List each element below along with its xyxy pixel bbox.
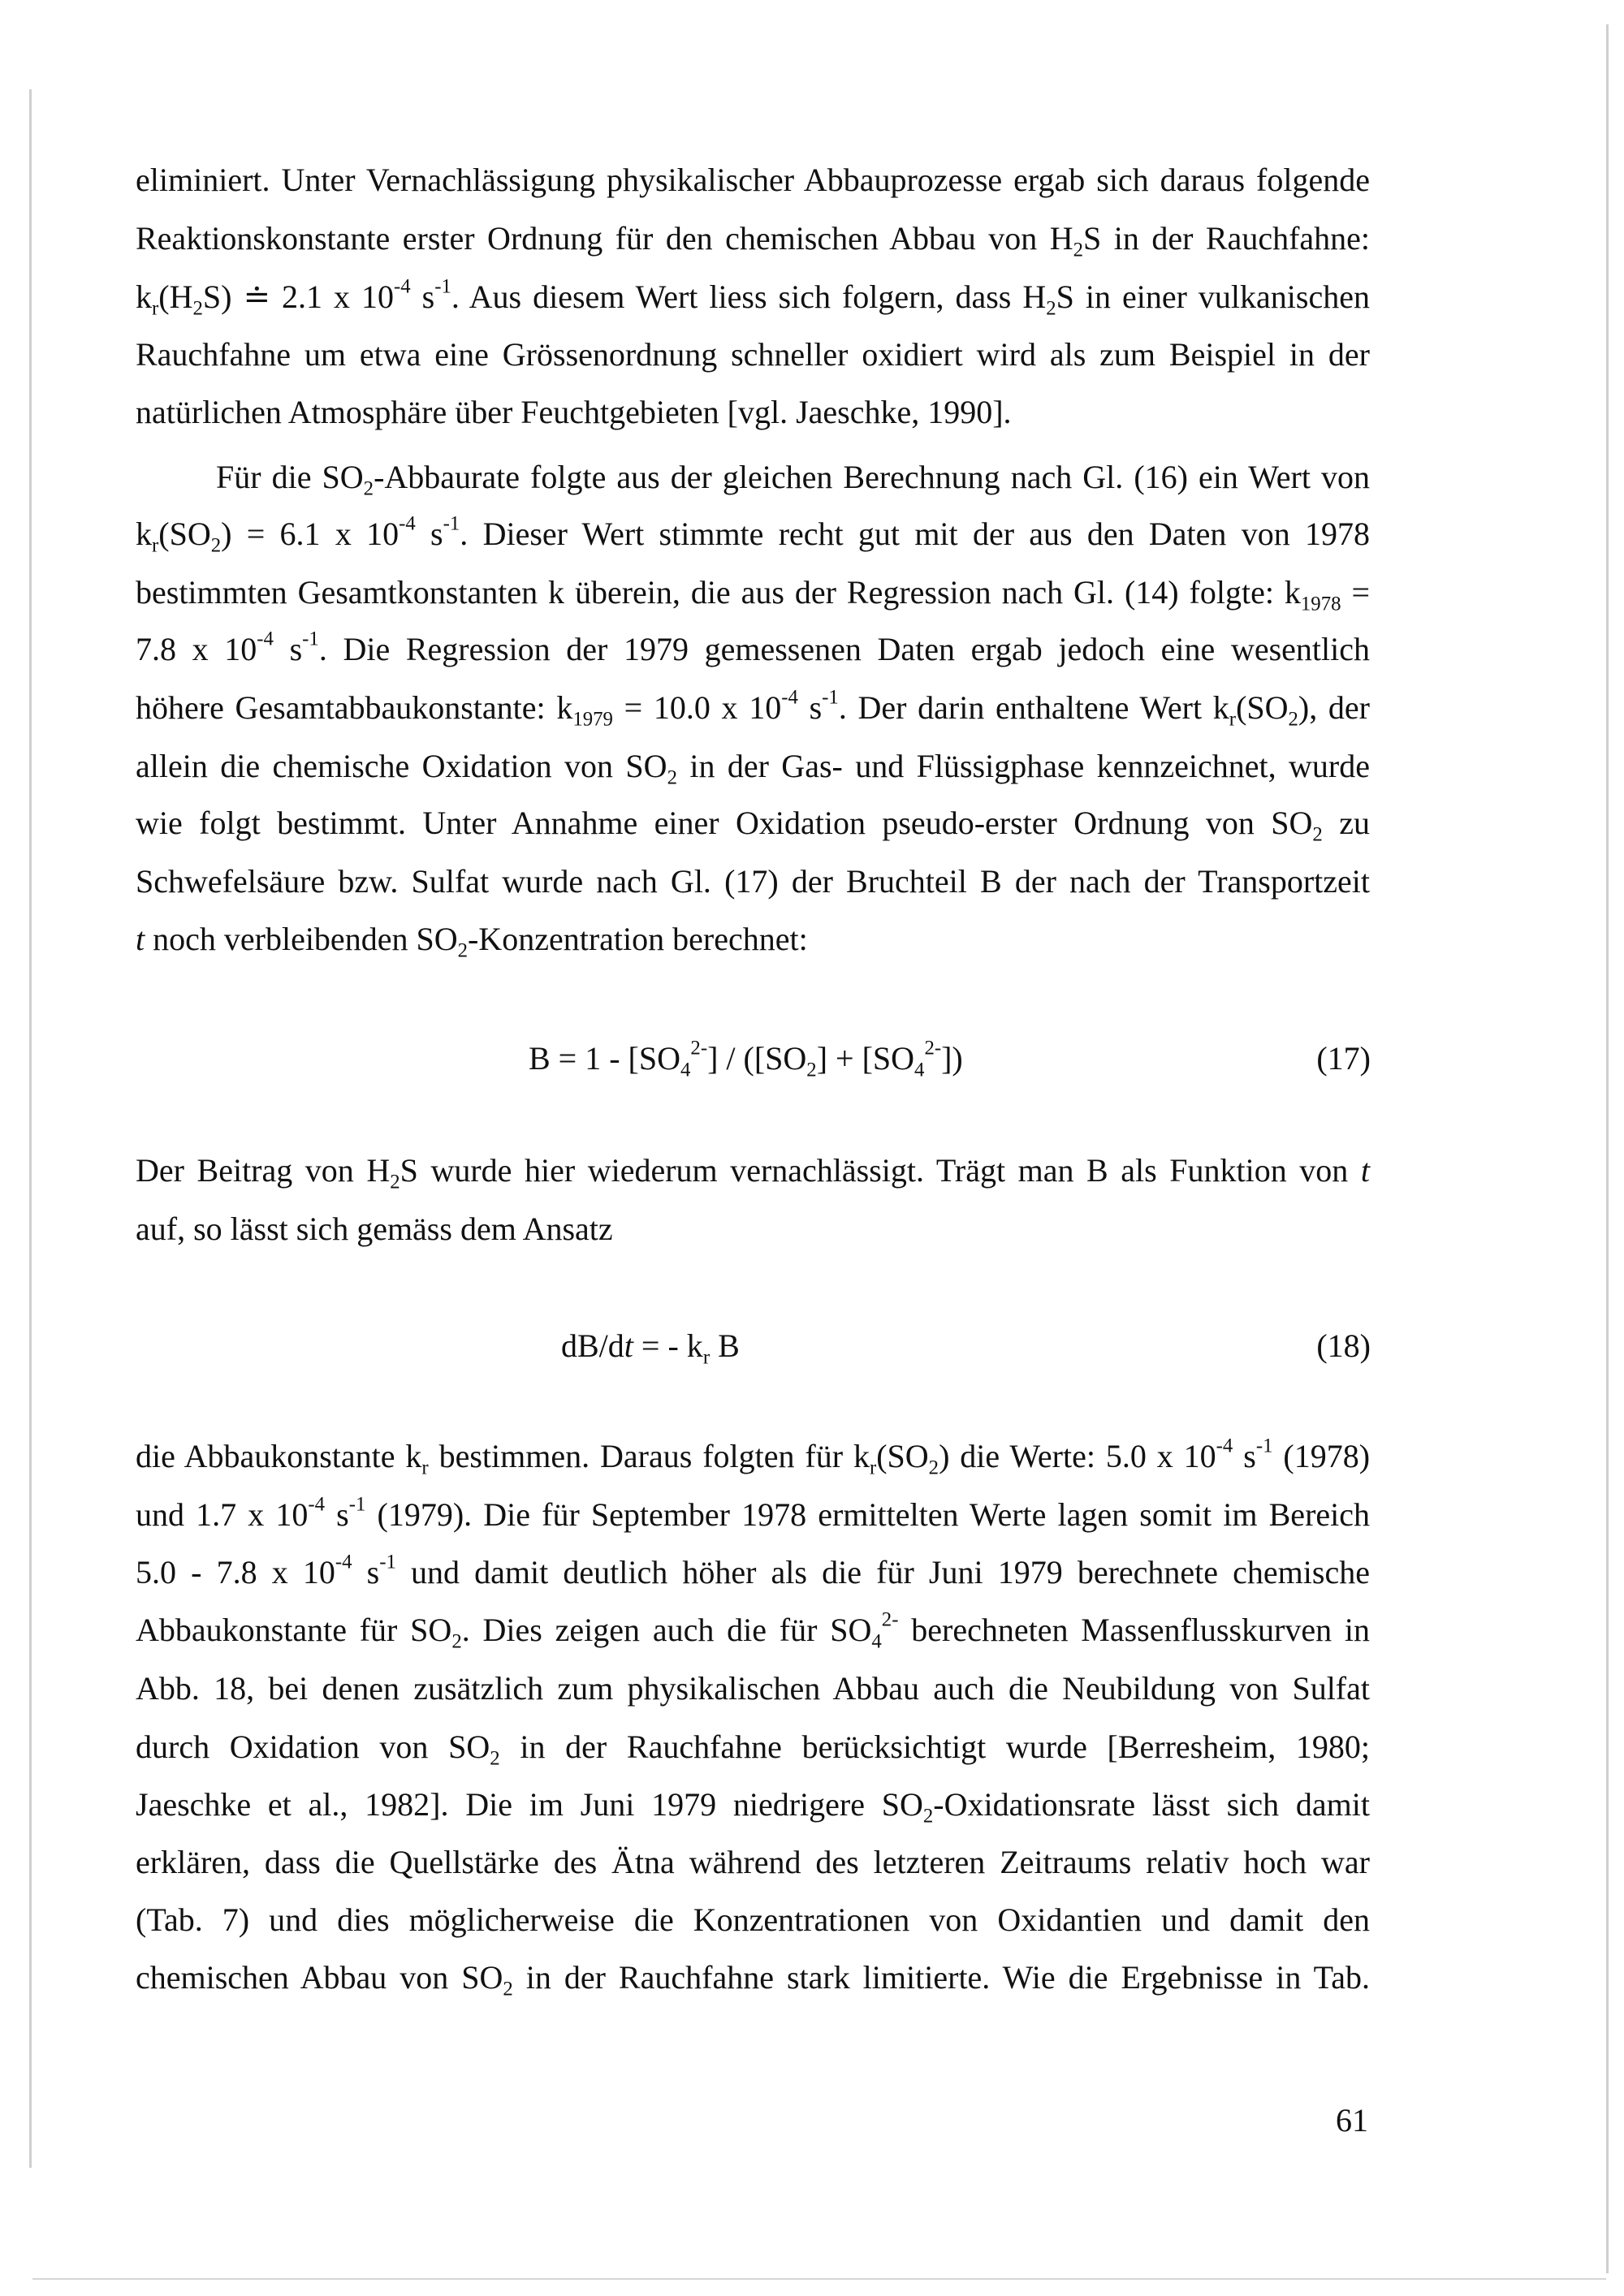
text-line: $k_r(SO_2) = 6.1$ x $10^{-4}$ $s^{-1}$. Dieser Wert stimmte recht gut mit der aus den Daten von 1978 (136, 512, 1370, 557)
text-line: Reaktionskonstante erster Ordnung für den chemischen Abbau von $H_2S$ in der Rauchfahne: (136, 220, 1371, 261)
text-line: Der Beitrag von $H_2S$ wurde hier wiederum vernachlässigt. Trägt man B als Funktion von t (136, 1152, 1370, 1193)
text-line: und 1.7 x $10^{-4}$ $s^{-1}$ (1979). Die für September 1978 ermittelten Werte lagen somit im Bereich (136, 1493, 1371, 1533)
text-line: höhere Gesamtabbaukonstante: $k_{1979} = 10.0$ x $10^{-4}$ $s^{-1}$. Der darin enthaltene Wert $k_r(SO_2)$, der (136, 686, 1371, 731)
text-line: Abb. 18, bei denen zusätzlich zum physikalischen Abbau auch die Neubildung von Sulfat (136, 1670, 1370, 1707)
text-line: erklären, dass die Quellstärke des Ätna während des letzteren Zeitraums relativ hoch war (136, 1844, 1370, 1880)
text-line: Jaeschke et al., 1982]. Die im Juni 1979 niedrigere $SO_2$-Oxidationsrate lässt sich damit (136, 1786, 1371, 1828)
text-line: 7.8 x $10^{-4}$ $s^{-1}$. Die Regression der 1979 gemessenen Daten ergab jedoch eine wesentlich (136, 628, 1371, 667)
text-line: (Tab. 7) und dies möglicherweise die Konzentrationen von Oxidantien und damit den (136, 1901, 1370, 1938)
scan-edge-bottom (32, 2278, 1606, 2280)
equation-17: $B = 1 - [SO_4^{2-}] / ([SO_2] + [SO_4^{2-}])$ (529, 1037, 963, 1081)
scan-edge-left (29, 89, 32, 2168)
text-line: $k_r(H_2S)$ ≐ 2.1 x $10^{-4}$ $s^{-1}$. Aus diesem Wert liess sich folgern, dass $H_2S$ in einer vulkanischen (136, 275, 1370, 320)
page-number: 61 (1336, 2102, 1368, 2138)
text-line: wie folgt bestimmt. Unter Annahme einer Oxidation pseudo-erster Ordnung von $SO_2$ zu (136, 805, 1370, 846)
text-line: Rauchfahne um etwa eine Grössenordnung schneller oxidiert wird als zum Beispiel in der (136, 336, 1370, 373)
text-line: natürlichen Atmosphäre über Feuchtgebieten [vgl. Jaeschke, 1990]. (136, 394, 1012, 430)
text-line: Abbaukonstante für $SO_2$. Dies zeigen auch die für $SO_4^{2-}$ berechneten Massenflusskurven in (136, 1608, 1371, 1653)
text-line: allein die chemische Oxidation von $SO_2$ in der Gas- und Flüssigphase kennzeichnet, wurde (136, 748, 1370, 789)
text-line: Für die $SO_2$-Abbaurate folgte aus der gleichen Berechnung nach Gl. (16) ein Wert von (216, 459, 1370, 500)
equation-number-18: (18) (1316, 1327, 1371, 1364)
text-line: durch Oxidation von $SO_2$ in der Rauchfahne berücksichtigt wurde [Berresheim, 1980; (136, 1728, 1371, 1770)
text-line: chemischen Abbau von $SO_2$ in der Rauchfahne stark limitierte. Wie die Ergebnisse in Tab. (136, 1959, 1371, 2000)
text-line: t noch verbleibenden $SO_2$-Konzentration berechnet: (136, 921, 808, 962)
text-line: Schwefelsäure bzw. Sulfat wurde nach Gl. (17) der Bruchteil B der nach der Transportzeit (136, 863, 1370, 900)
text-line: 5.0 - 7.8 x $10^{-4}$ $s^{-1}$ und damit deutlich höher als die für Juni 1979 berechnete chemische (136, 1551, 1370, 1590)
text-line: eliminiert. Unter Vernachlässigung physikalischer Abbauprozesse ergab sich daraus folgende (136, 162, 1370, 198)
text-line: auf, so lässt sich gemäss dem Ansatz (136, 1211, 613, 1247)
equation-number-17: (17) (1316, 1040, 1371, 1077)
text-line: bestimmten Gesamtkonstanten k überein, die aus der Regression nach Gl. (14) folgte: $k_{1978}$ = (136, 574, 1370, 615)
scan-edge-right (1606, 24, 1609, 2273)
text-line: die Abbaukonstante $k_r$ bestimmen. Daraus folgten für $k_r(SO_2)$ die Werte: 5.0 x $10^{-4}$ $s^{-1}$ (1978) (136, 1435, 1371, 1479)
equation-18: dB/dt = - $k_r$ B (561, 1327, 740, 1369)
